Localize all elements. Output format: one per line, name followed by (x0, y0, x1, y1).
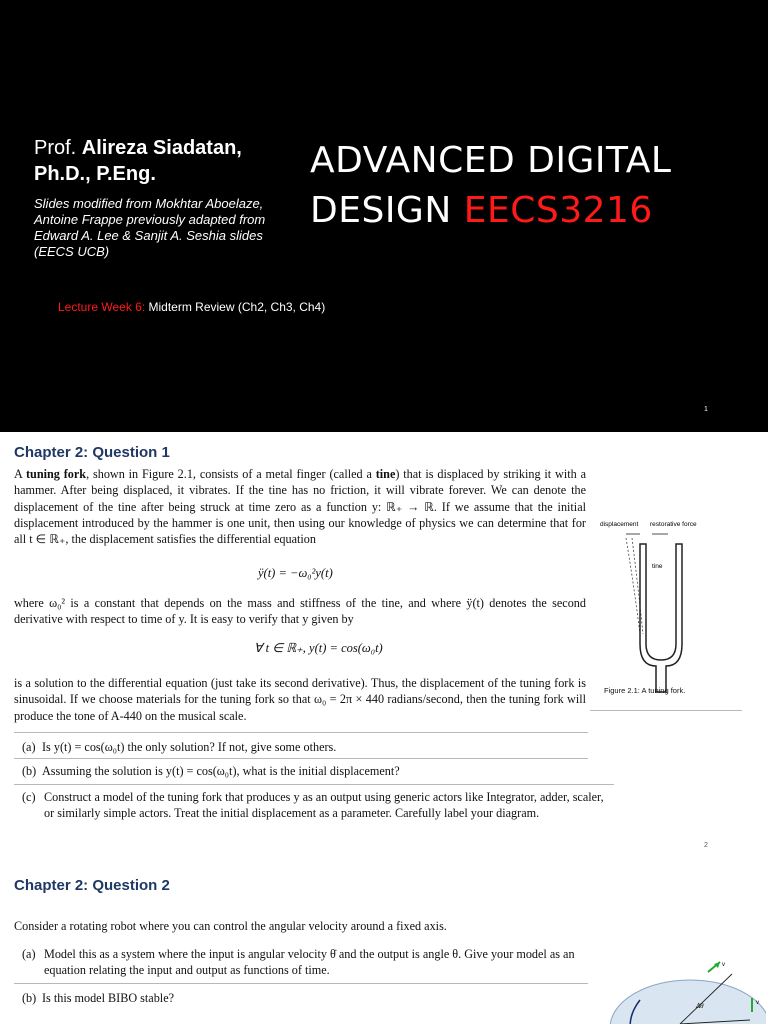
term-tine: tine (375, 467, 396, 481)
course-title-line2 (310, 186, 671, 236)
text-run: A (14, 467, 26, 481)
item-text: Assuming the solution is y(t) = cos(ω₀t), what is the initial displacement? (42, 764, 400, 778)
divider (14, 784, 614, 785)
item-label: (c) (22, 790, 36, 804)
question-item (22, 763, 400, 779)
item-text: Is y(t) = cos(ω₀t) the only solution? If not, give some others. (42, 740, 337, 754)
equation-differential: ÿ(t) = −ω₀²y(t) (258, 566, 333, 580)
question-item (22, 990, 174, 1006)
item-label: (a) (22, 947, 36, 961)
lecture-subtitle (58, 300, 325, 314)
question-item (22, 946, 596, 979)
prof-credentials: Ph.D., P.Eng. (34, 163, 156, 185)
page-number: 2 (704, 842, 708, 849)
text-run: ) that is displaced by striking it with a hammer. After being displaced, it vibrates. If the tine has no friction, it will vibrate forever. We can denote the displacement of the tine after being struck at time zero as a function y: ℝ₊ → ℝ. If we assume that the initial displacement introduced by the hammer is one unit, then using our knowledge of physics we can determine that for all t ∈ ℝ₊, the displacement satisfies the differential equation (14, 467, 586, 547)
equation-solution: ∀ t ∈ ℝ₊, y(t) = cos(ω₀t) (254, 641, 383, 655)
figure-label-tine: tine (652, 563, 663, 570)
velocity-label-2: v (756, 1000, 759, 1006)
tuning-fork-figure (596, 516, 744, 702)
figure-caption: Figure 2.1: A tuning fork. (604, 686, 686, 695)
question-slide-1 (0, 432, 768, 864)
paragraph-sinusoidal: is a solution to the differential equation (just take its second derivative). Thus, the displacement of the tuning fork is sinusoidal. If we choose materials for the tuning fork so that ω₀ = 2π × 440 radians/second, then the tuning fork will produce the tone of A-440 on the musical scale. (14, 676, 586, 723)
course-code: EECS3216 (463, 190, 653, 231)
paragraph-constant: where ω₀² is a constant that depends on the mass and stiffness of the tine, and where ÿ(t) denotes the second derivative with respect to time of y. It is easy to verify that y given by (14, 596, 586, 627)
prof-name: Alireza Siadatan, (81, 137, 242, 159)
paragraph-intro: Consider a rotating robot where you can control the angular velocity around a fixed axis. (14, 919, 447, 933)
divider (14, 732, 588, 733)
question-item (22, 789, 616, 822)
text-run: , shown in Figure 2.1, consists of a metal finger (called a (86, 467, 376, 481)
title-slide (0, 0, 768, 432)
presenter-block (34, 135, 242, 187)
item-label: (b) (22, 764, 37, 778)
item-label: (a) (22, 740, 36, 754)
robot-disc (610, 980, 766, 1024)
item-text: Model this as a system where the input is angular velocity θ̇ and the output is angle θ. Give your model as an equation relating the input and output as functions of time. (44, 947, 575, 978)
page-number: 1 (704, 406, 708, 413)
velocity-label-1: v (722, 962, 725, 968)
item-text: Construct a model of the tuning fork that produces y as an output using generic actors like Integrator, adder, scaler, or similarly simple actors. Treat the initial displacement as a parameter. Carefully label your diagram. (44, 790, 604, 821)
prof-prefix: Prof. (34, 137, 82, 159)
slide-credits: Slides modified from Mokhtar Aboelaze, Antoine Frappe previously adapted from Edward A. Lee & Sanjit A. Seshia slides (EECS UCB) (34, 196, 266, 259)
lecture-label: Lecture Week 6: (58, 300, 146, 314)
item-label: (b) (22, 991, 37, 1005)
figure-label-restorative-force: restorative force (650, 521, 697, 528)
term-tuning-fork: tuning fork (26, 467, 87, 481)
lecture-text: Midterm Review (Ch2, Ch3, Ch4) (145, 300, 326, 314)
delta-theta-label: Δθ (696, 1002, 704, 1010)
rotating-robot-figure (600, 956, 766, 1024)
slide-title: Chapter 2: Question 1 (14, 444, 170, 461)
slide-title: Chapter 2: Question 2 (14, 877, 170, 894)
question-slide-2 (0, 864, 768, 1024)
question-item (22, 739, 336, 755)
divider (14, 758, 588, 759)
figure-divider (590, 710, 742, 711)
course-title-line1: ADVANCED DIGITAL (310, 140, 672, 181)
course-title-design: DESIGN (310, 190, 464, 231)
divider (14, 983, 588, 984)
paragraph-intro (14, 466, 586, 547)
item-text: Is this model BIBO stable? (42, 991, 175, 1005)
figure-label-displacement: displacement (600, 521, 639, 528)
course-title (310, 136, 671, 236)
